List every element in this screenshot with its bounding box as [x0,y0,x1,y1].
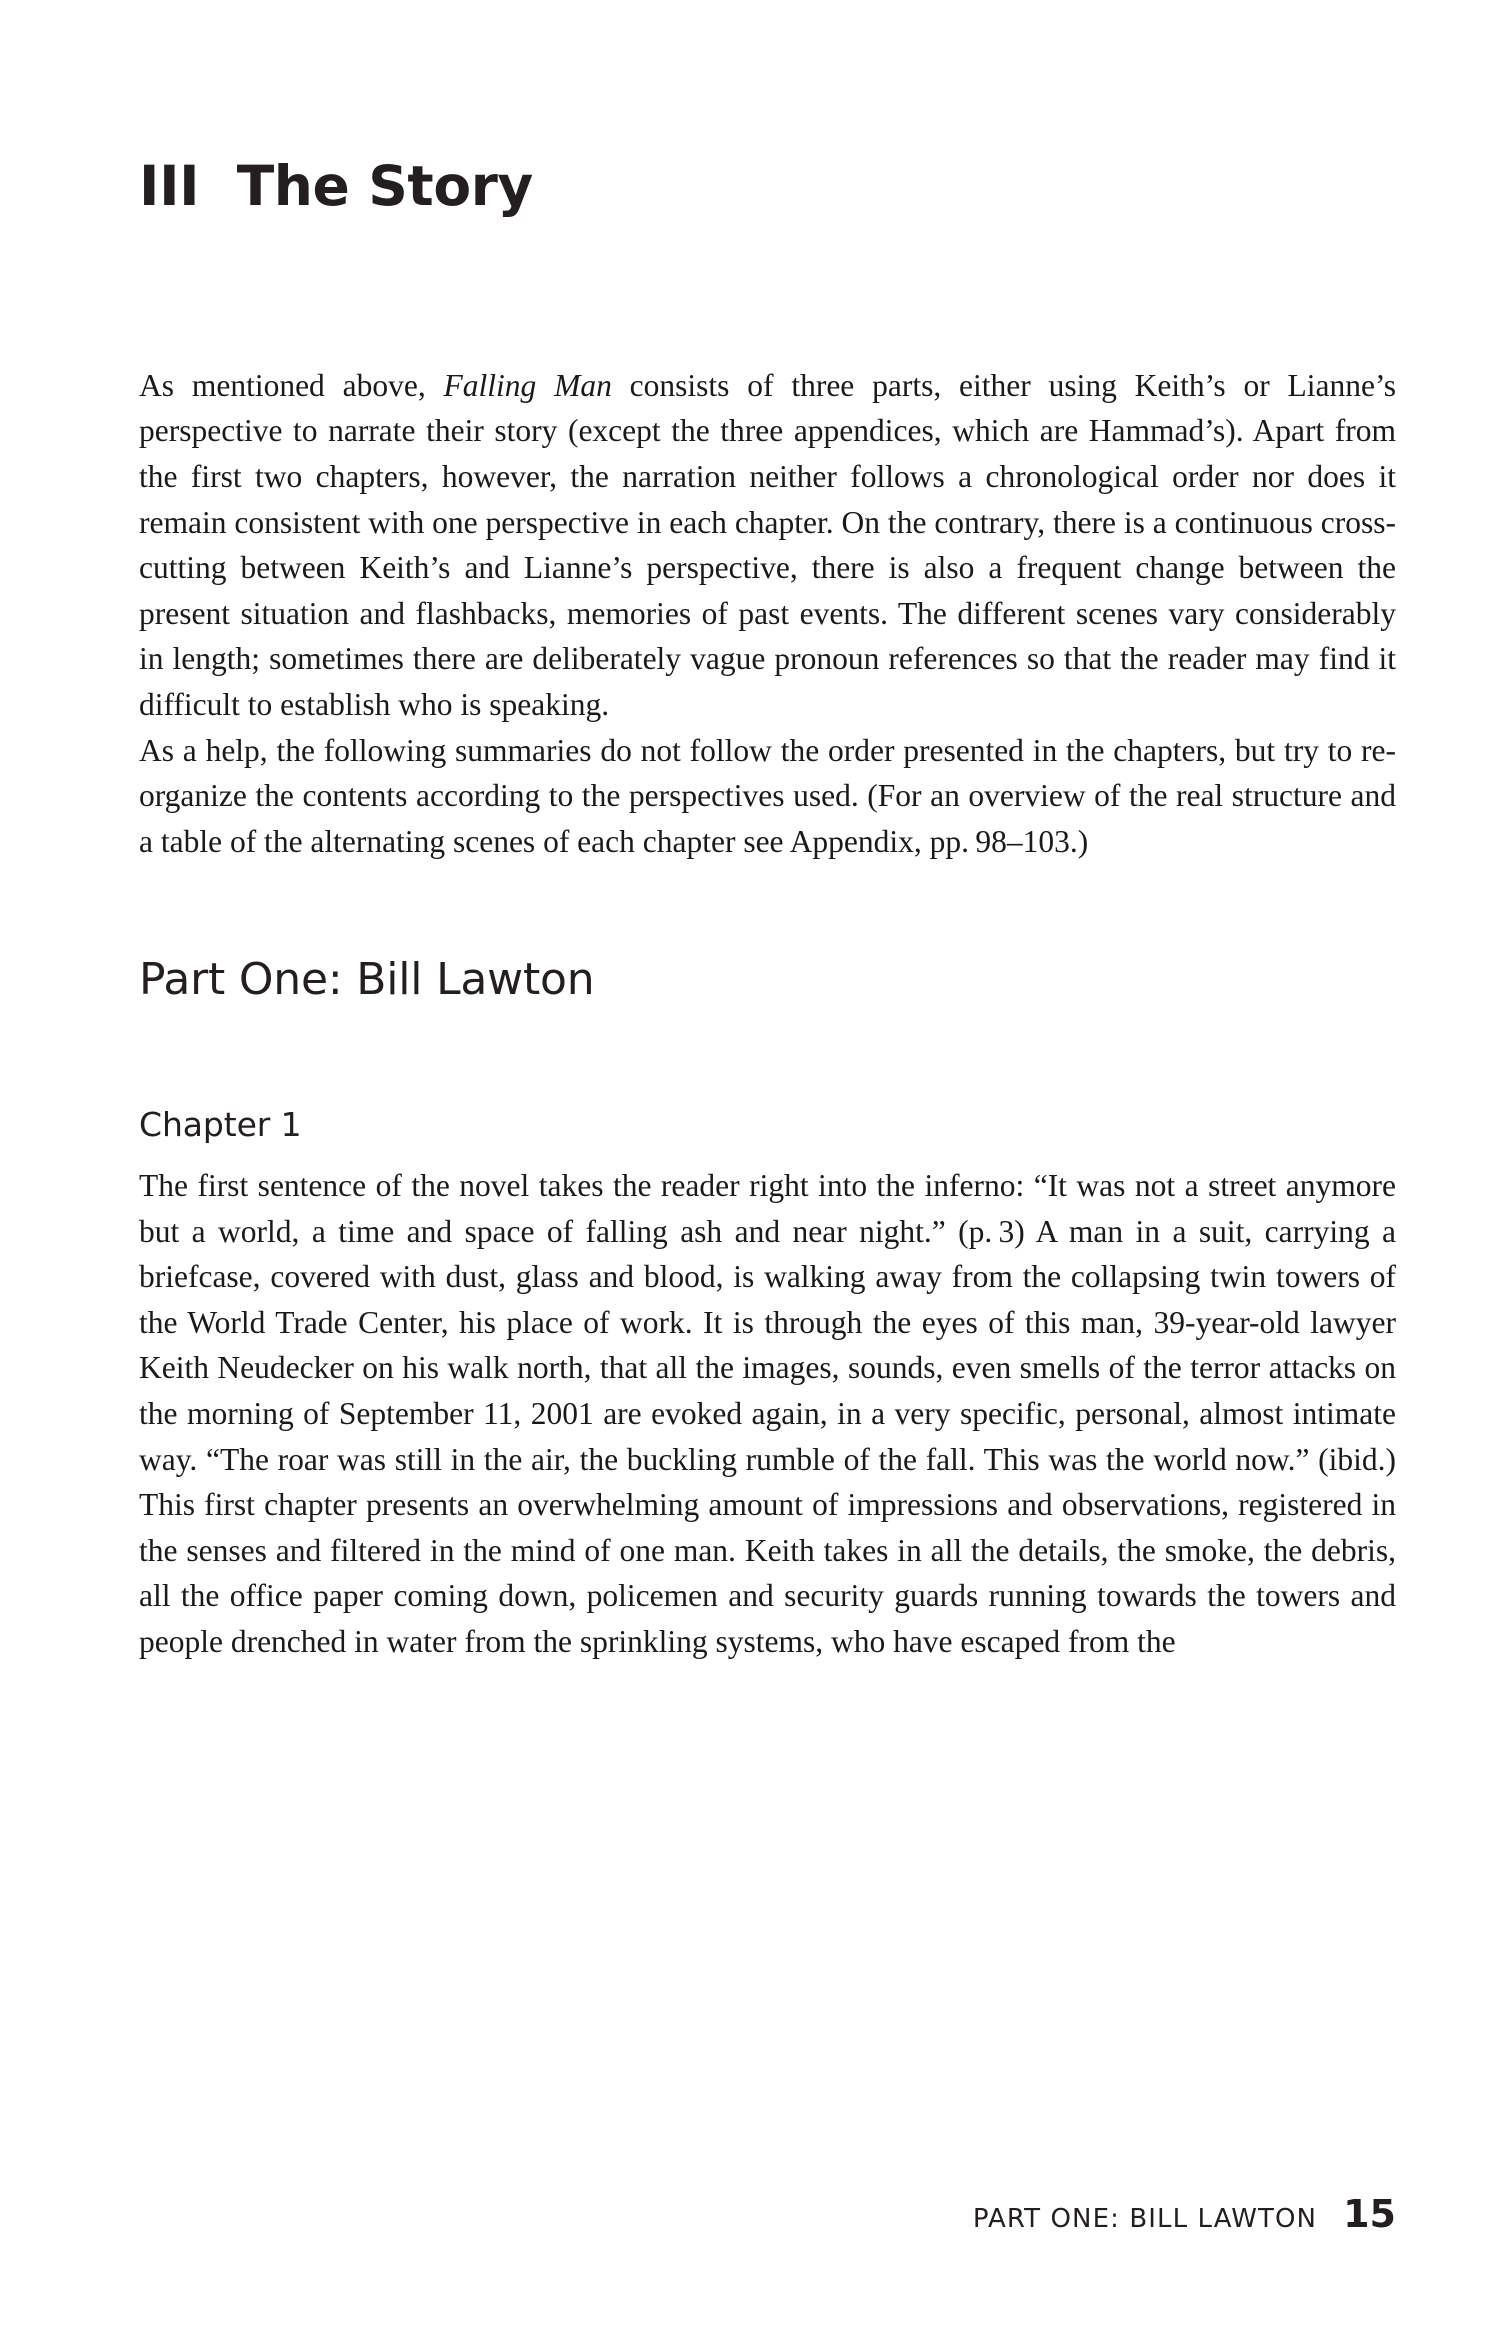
intro-paragraph-1-lead: As mentioned above, [139,367,444,403]
footer-page-number: 15 [1343,2192,1396,2236]
page-content [139,0,1396,1665]
chapter-section [139,1163,1396,1665]
novel-title-italic: Falling Man [443,367,612,403]
intro-paragraph-2: As a help, the following summaries do not follow the order presented in the chapters, but try to re-organize the contents according to the perspectives used. (For an overview of the real structure and a table of the alternating scenes of each chapter see Appendix, pp. 98–103.) [139,732,1396,859]
intro-paragraph-1 [139,363,1396,728]
chapter-heading: Chapter 1 [139,1104,302,1144]
intro-section [139,363,1396,865]
footer-running-head: PART ONE: BILL LAWTON [972,2204,1318,2234]
chapter-paragraph-1: The first sentence of the novel takes the reader right into the inferno: “It was not a street anymore but a world, a time and space of falling ash and near night.” (p. 3) A man in a suit, carrying a briefcase, covered with dust, glass and blood, is walking away from the collapsing twin towers of the World Trade Center, his place of work. It is through the eyes of this man, 39-year-old lawyer Keith Neudecker on his walk north, that all the images, sounds, even smells of the terror attacks on the morning of September 11, 2001 are evoked again, in a very specific, personal, almost intimate way. “The roar was still in the air, the buckling rumble of the fall. This was the world now.” (ibid.) This first chapter presents an overwhelming amount of impressions and observations, registered in the senses and filtered in the mind of one man. Keith takes in all the details, the smoke, the debris, all the office paper coming down, policemen and security guards running towards the towers and people drenched in water from the sprinkling systems, who have escaped from the [139,1167,1396,1659]
intro-paragraph-1-rest: consists of three parts, either using Keith’s or Lianne’s perspective to narrate their story (except the three appendices, which are Hammad’s). Apart from the first two chapters, however, the narration neither follows a chronological order nor does it remain consistent with one perspective in each chapter. On the contrary, there is a continuous cross-cutting between Keith’s and Lianne’s perspective, there is also a frequent change between the present situation and flashbacks, memories of past events. The different scenes vary considerably in length; sometimes there are deliberately vague pronoun references so that the reader may find it difficult to establish who is speaking. [139,367,1396,722]
page-footer [139,2192,1396,2236]
part-one-heading: Part One: Bill Lawton [139,954,595,1006]
part-title: III The Story [139,154,533,218]
